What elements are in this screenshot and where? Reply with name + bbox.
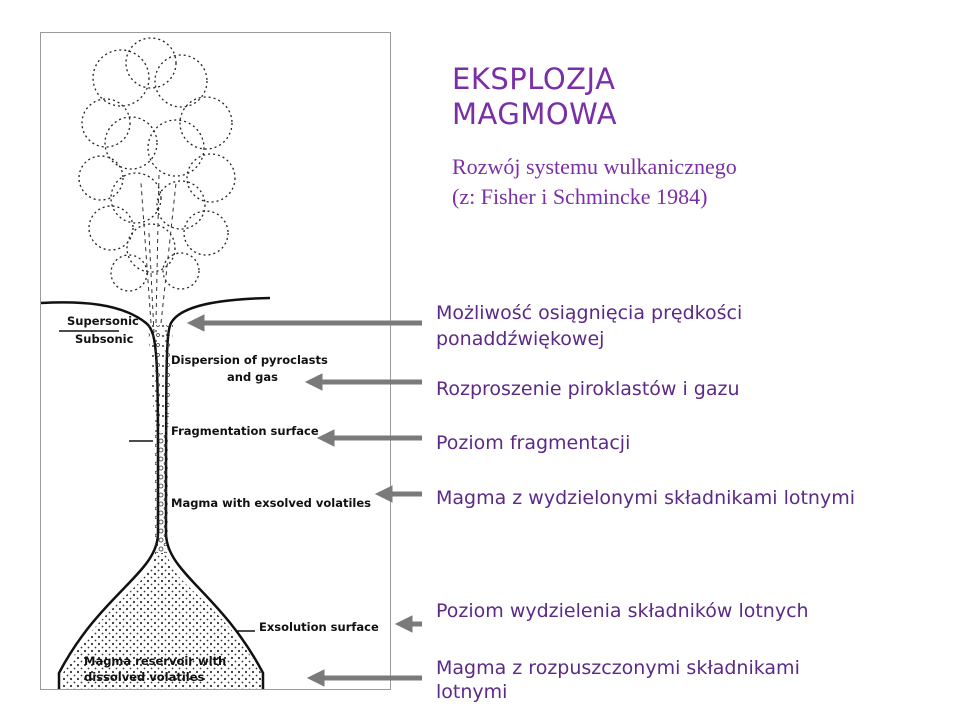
subtitle-line-1: Rozwój systemu wulkanicznego <box>452 154 737 179</box>
arrow-supersonic <box>188 315 422 331</box>
arrow-exsolved <box>376 486 422 502</box>
en-reservoir-2: dissolved volatiles <box>84 670 205 684</box>
title-line-1: EKSPLOZJA <box>452 62 616 96</box>
arrow-exsolution <box>396 616 422 632</box>
label-reservoir-pl: Magma z rozpuszczonymi składnikami lotnymi <box>436 657 800 703</box>
en-fragmentation: Fragmentation surface <box>171 424 319 438</box>
en-supersonic: Supersonic <box>67 314 139 328</box>
label-dispersion-pl: Rozproszenie piroklastów i gazu <box>436 378 740 400</box>
arrow-reservoir <box>308 670 422 686</box>
en-subsonic: Subsonic <box>75 332 134 346</box>
en-dispersion-2: and gas <box>227 370 279 384</box>
arrow-dispersion <box>306 374 422 390</box>
subtitle <box>452 152 737 212</box>
title-line-2: MAGMOWA <box>452 97 618 131</box>
subtitle-line-2: (z: Fisher i Schmincke 1984) <box>452 184 708 209</box>
en-exsolution: Exsolution surface <box>259 620 379 634</box>
label-fragmentation-pl: Poziom fragmentacji <box>436 432 631 454</box>
arrow-fragmentation <box>318 430 422 446</box>
en-reservoir-1: Magma reservoir with <box>84 654 227 668</box>
en-dispersion-1: Dispersion of pyroclasts <box>171 353 328 367</box>
label-supersonic-pl: Możliwość osiągnięcia prędkości ponaddźwiękowej <box>436 302 743 350</box>
label-exsolution-pl: Poziom wydzielenia składników lotnych <box>436 600 809 622</box>
page-title <box>452 62 617 132</box>
en-exsolved: Magma with exsolved volatiles <box>171 496 371 510</box>
label-exsolved-pl: Magma z wydzielonymi składnikami lotnymi <box>436 487 855 509</box>
